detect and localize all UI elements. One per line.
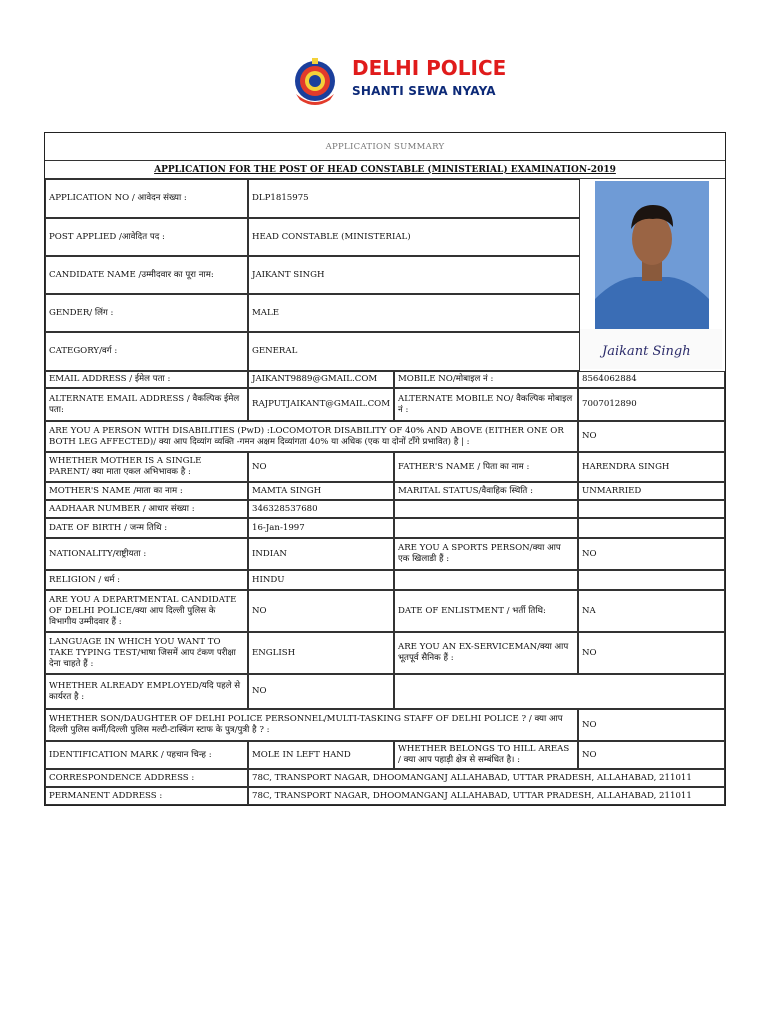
correspondence-address-label: CORRESPONDENCE ADDRESS :: [45, 769, 248, 787]
dob-label: DATE OF BIRTH / जन्म तिथि :: [45, 518, 248, 538]
single-parent-value: NO: [248, 452, 394, 482]
gender-value: MALE: [248, 294, 580, 332]
candidate-photo: [595, 181, 709, 329]
father-name-label: FATHER'S NAME / पिता का नाम :: [394, 452, 578, 482]
sports-person-label: ARE YOU A SPORTS PERSON/क्या आप एक खिलाडी हैं :: [394, 538, 578, 570]
marital-status-value: UNMARRIED: [578, 482, 725, 500]
email-label: EMAIL ADDRESS / ईमेल पता :: [45, 371, 248, 388]
dob-value: 16-Jan-1997: [248, 518, 394, 538]
application-no-value: DLP1815975: [248, 179, 580, 218]
alt-email-label: ALTERNATE EMAIL ADDRESS / वैकल्पिक ईमेल पता:: [45, 388, 248, 421]
hill-areas-label: WHETHER BELONGS TO HILL AREAS / क्या आप पहाड़ी क्षेत्र से सम्बंधित है। :: [394, 741, 578, 769]
pwd-value: NO: [578, 421, 725, 452]
empty-cell: [394, 518, 578, 538]
alt-email-value: RAJPUTJAIKANT@GMAIL.COM: [248, 388, 394, 421]
candidate-name-label: CANDIDATE NAME /उम्मीदवार का पूरा नाम:: [45, 256, 248, 294]
correspondence-address-value: 78C, TRANSPORT NAGAR, DHOOMANGANJ ALLAHABAD, UTTAR PRADESH, ALLAHABAD, 211011: [248, 769, 725, 787]
identification-mark-value: MOLE IN LEFT HAND: [248, 741, 394, 769]
brand-subtitle: SHANTI SEWA NYAYA: [352, 84, 496, 98]
application-summary-sheet: [44, 132, 726, 806]
father-name-value: HARENDRA SINGH: [578, 452, 725, 482]
enlistment-date-value: NA: [578, 590, 725, 632]
already-employed-label: WHETHER ALREADY EMPLOYED/यदि पहले से कार्यरत है :: [45, 674, 248, 709]
aadhaar-label: AADHAAR NUMBER / आधार संख्या :: [45, 500, 248, 518]
empty-cell: [578, 500, 725, 518]
identification-mark-label: IDENTIFICATION MARK / पहचान चिन्ह :: [45, 741, 248, 769]
empty-cell: [578, 518, 725, 538]
mobile-label: MOBILE NO/मोबाइल नं :: [394, 371, 578, 388]
category-label: CATEGORY/वर्ग :: [45, 332, 248, 371]
nationality-value: INDIAN: [248, 538, 394, 570]
religion-label: RELIGION / धर्म :: [45, 570, 248, 590]
son-daughter-label: WHETHER SON/DAUGHTER OF DELHI POLICE PERSONNEL/MULTI-TASKING STAFF OF DELHI POLICE ? / क्या आप दिल्ली पुलिस कर्मी/दिल्ली पुलिस मल्टी-टास्किंग स्टाफ के पुत्र/पुत्री है ? :: [45, 709, 578, 741]
hill-areas-value: NO: [578, 741, 725, 769]
alt-mobile-label: ALTERNATE MOBILE NO/ वैकल्पिक मोबाइल नं :: [394, 388, 578, 421]
single-parent-label: WHETHER MOTHER IS A SINGLE PARENT/ क्या माता एकल अभिभावक है :: [45, 452, 248, 482]
departmental-value: NO: [248, 590, 394, 632]
category-value: GENERAL: [248, 332, 580, 371]
mother-name-value: MAMTA SINGH: [248, 482, 394, 500]
aadhaar-value: 346328537680: [248, 500, 394, 518]
candidate-name-value: JAIKANT SINGH: [248, 256, 580, 294]
candidate-signature: [580, 329, 722, 369]
permanent-address-label: PERMANENT ADDRESS :: [45, 787, 248, 805]
sports-person-value: NO: [578, 538, 725, 570]
email-value: JAIKANT9889@GMAIL.COM: [248, 371, 394, 388]
departmental-label: ARE YOU A DEPARTMENTAL CANDIDATE OF DELHI POLICE/क्या आप दिल्ली पुलिस के विभागीय उम्मीदवार हैं :: [45, 590, 248, 632]
post-applied-label: POST APPLIED /आवेदित पद :: [45, 218, 248, 256]
ex-serviceman-value: NO: [578, 632, 725, 674]
empty-cell: [578, 570, 725, 590]
empty-cell: [394, 674, 725, 709]
empty-cell: [394, 570, 578, 590]
mobile-value: 8564062884: [578, 371, 725, 388]
header: [288, 56, 508, 112]
marital-status-label: MARITAL STATUS/वैवाहिक स्थिति :: [394, 482, 578, 500]
signature-text: Jaikant Singh: [602, 344, 691, 359]
ex-serviceman-label: ARE YOU AN EX-SERVICEMAN/क्या आप भूतपूर्व सैनिक हैं :: [394, 632, 578, 674]
delhi-police-emblem-icon: [288, 56, 342, 110]
pwd-label: ARE YOU A PERSON WITH DISABILITIES (PwD) :LOCOMOTOR DISABILITY OF 40% AND ABOVE (EITHER ONE OR BOTH LEG AFFECTED)/ क्या आप दिव्यांग व्यक्ति -गमन अक्षम दिव्यांगता 40% या अधिक (एक या दोनों टॉंगे प्रभावित) है | :: [45, 421, 578, 452]
empty-cell: [394, 500, 578, 518]
nationality-label: NATIONALITY/राष्ट्रीयता :: [45, 538, 248, 570]
religion-value: HINDU: [248, 570, 394, 590]
form-heading: APPLICATION FOR THE POST OF HEAD CONSTABLE (MINISTERIAL) EXAMINATION-2019: [45, 161, 725, 179]
photo-panel: [580, 179, 725, 371]
summary-label: APPLICATION SUMMARY: [45, 133, 725, 161]
alt-mobile-value: 7007012890: [578, 388, 725, 421]
gender-label: GENDER/ लिंग :: [45, 294, 248, 332]
language-label: LANGUAGE IN WHICH YOU WANT TO TAKE TYPING TEST/भाषा जिसमें आप टंकण परीक्षा देना चाहते हैं :: [45, 632, 248, 674]
post-applied-value: HEAD CONSTABLE (MINISTERIAL): [248, 218, 580, 256]
enlistment-date-label: DATE OF ENLISTMENT / भर्ती तिथि:: [394, 590, 578, 632]
application-no-label: APPLICATION NO / आवेदन संख्या :: [45, 179, 248, 218]
mother-name-label: MOTHER'S NAME /माता का नाम :: [45, 482, 248, 500]
son-daughter-value: NO: [578, 709, 725, 741]
brand-title: DELHI POLICE: [352, 56, 507, 80]
language-value: ENGLISH: [248, 632, 394, 674]
already-employed-value: NO: [248, 674, 394, 709]
permanent-address-value: 78C, TRANSPORT NAGAR, DHOOMANGANJ ALLAHABAD, UTTAR PRADESH, ALLAHABAD, 211011: [248, 787, 725, 805]
